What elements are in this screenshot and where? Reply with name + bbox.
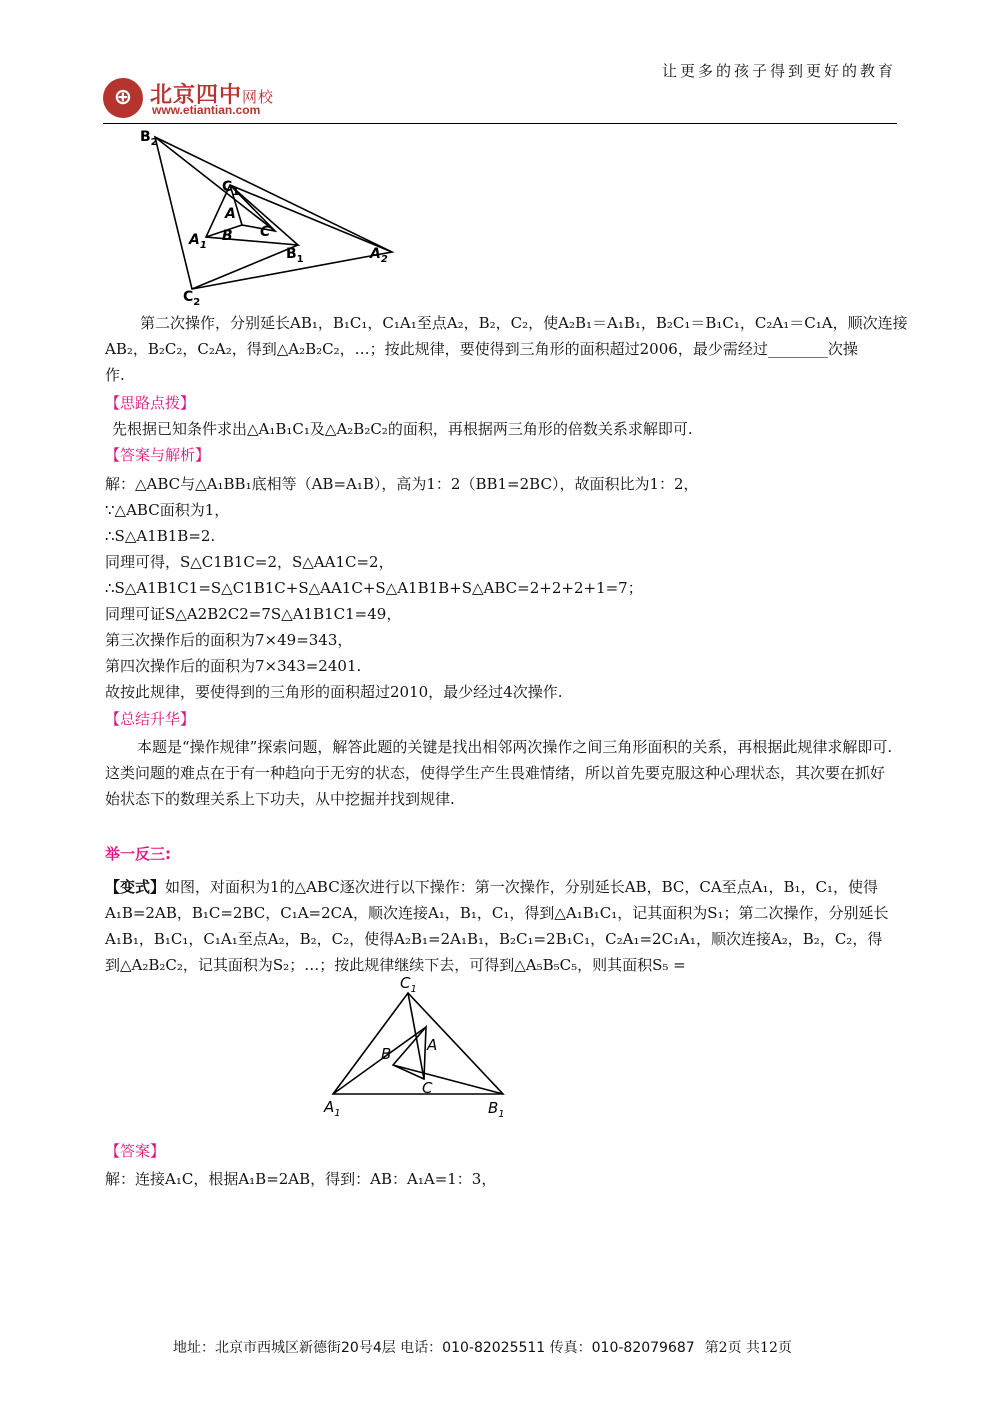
logo-icon: ⊕ (103, 78, 143, 118)
label-b1: $B_1$ (286, 246, 304, 265)
label-a: A (427, 1036, 438, 1054)
segment-b-b1 (393, 1065, 503, 1094)
logo-name: 北京四中网校 (150, 82, 275, 108)
analysis-line: ∴S△A1B1C1=S△C1B1C+S△AA1C+S△A1B1B+S△ABC=2+2+2+1=7； (105, 579, 643, 597)
logo-suffix: 网校 (242, 88, 275, 106)
segment-c1-c (408, 993, 424, 1079)
page-footer (173, 1337, 792, 1357)
label-b2: $B_2$ (140, 129, 158, 148)
label-c: C (422, 1079, 433, 1097)
triangle-abc (393, 1027, 426, 1079)
figure-triangle-operation-2 (318, 972, 518, 1130)
summary-label: 【总结升华】 (105, 710, 196, 728)
answer-label: 【答案】 (105, 1142, 166, 1160)
label-b: B (222, 228, 233, 244)
label-a: A (225, 206, 236, 222)
analysis-label: 【答案与解析】 (105, 446, 211, 464)
variant-label: 【变式】 (105, 878, 166, 896)
label-a1: $A_1$ (324, 1098, 341, 1119)
label-c1: $C_1$ (222, 179, 240, 198)
label-b: B (381, 1045, 392, 1063)
figure-triangle-operation-1 (130, 125, 420, 310)
hint-text: 先根据已知条件求出△A₁B₁C₁及△A₂B₂C₂的面积，再根据两三角形的倍数关系求解即可. (112, 420, 693, 438)
label-b1: $B_1$ (488, 1099, 505, 1120)
variant-block (105, 874, 897, 978)
label-a2: $A_2$ (370, 246, 388, 265)
analysis-line: 同理可得，S△C1B1C=2，S△AA1C=2， (105, 553, 394, 571)
logo-url: www.etiantian.com (152, 103, 261, 117)
problem-line-2: AB₂，B₂C₂，C₂A₂，得到△A₂B₂C₂，…；按此规律，要使得到三角形的面积超过2006，最少需经过________次操 (105, 340, 858, 358)
analysis-line: 故按此规律，要使得到的三角形的面积超过2010，最少经过4次操作. (105, 683, 563, 701)
hint-label: 【思路点拨】 (105, 394, 196, 412)
segment-a1-a (333, 1027, 426, 1094)
page-number: 第2页 共12页 (704, 1340, 792, 1356)
analysis-line: ∵△ABC面积为1， (105, 501, 230, 519)
header-divider (103, 123, 897, 124)
analysis-line: ∴S△A1B1B=2. (105, 527, 216, 545)
segment-b1-c2 (192, 245, 298, 289)
header-slogan: 让更多的孩子得到更好的教育 (661, 62, 896, 80)
variant-heading: 举一反三: (105, 845, 171, 863)
problem-line-1: 第二次操作，分别延长AB₁，B₁C₁，C₁A₁至点A₂，B₂，C₂，使A₂B₁＝A₁B₁，B₂C₁＝B₁C₁，C₂A₁＝C₁A，顺次连接 (140, 314, 908, 332)
analysis-line: 解：△ABC与△A₁BB₁底相等（AB=A₁B），高为1：2（BB1=2BC），故面积比为1：2， (105, 475, 699, 493)
triangle-a2b2c2 (155, 137, 392, 289)
analysis-line: 第四次操作后的面积为7×343=2401. (105, 657, 362, 675)
summary-text: 本题是“操作规律”探索问题，解答此题的关键是找出相邻两次操作之间三角形面积的关系，再根据此规律求解即可.这类问题的难点在于有一种趋向于无穷的状态，使得学生产生畏难情绪，所以首先要克服这种心理状态，其次要在抓好始状态下的数理关系上下功夫，从中挖掘并找到规律. (105, 738, 893, 808)
problem-line-3: 作. (105, 366, 125, 384)
footer-address: 地址：北京市西城区新德街20号4层 电话：010-82025511 传真：010-82079687 (173, 1340, 695, 1356)
label-c: C (260, 224, 271, 240)
label-c2: $C_2$ (183, 289, 201, 308)
variant-text: 如图，对面积为1的△ABC逐次进行以下操作：第一次操作，分别延长AB，BC，CA至点A₁，B₁，C₁，使得A₁B=2AB，B₁C=2BC，C₁A=2CA，顺次连接A₁，B₁，C₁，得到△A₁B₁C₁，记其面积为S₁；第二次操作，分别延长A₁B₁，B₁C₁，C₁A₁至点A₂，B₂，C₂，使得A₂B₁=2A₁B₁，B₂C₁=2B₁C₁，C₂A₁=2C₁A₁，顺次连接A₂，B₂，C₂，得到△A₂B₂C₂，记其面积为S₂；…；按此规律继续下去，可得到△A₅B₅C₅，则其面积S₅ = (105, 878, 889, 974)
label-c1: $C_1$ (400, 974, 417, 995)
answer-text: 解：连接A₁C，根据A₁B=2AB，得到：AB：A₁A=1：3， (105, 1170, 497, 1188)
analysis-line: 第三次操作后的面积为7×49=343， (105, 631, 353, 649)
analysis-line: 同理可证S△A2B2C2=7S△A1B1C1=49， (105, 605, 402, 623)
label-a1: $A_1$ (189, 232, 207, 251)
